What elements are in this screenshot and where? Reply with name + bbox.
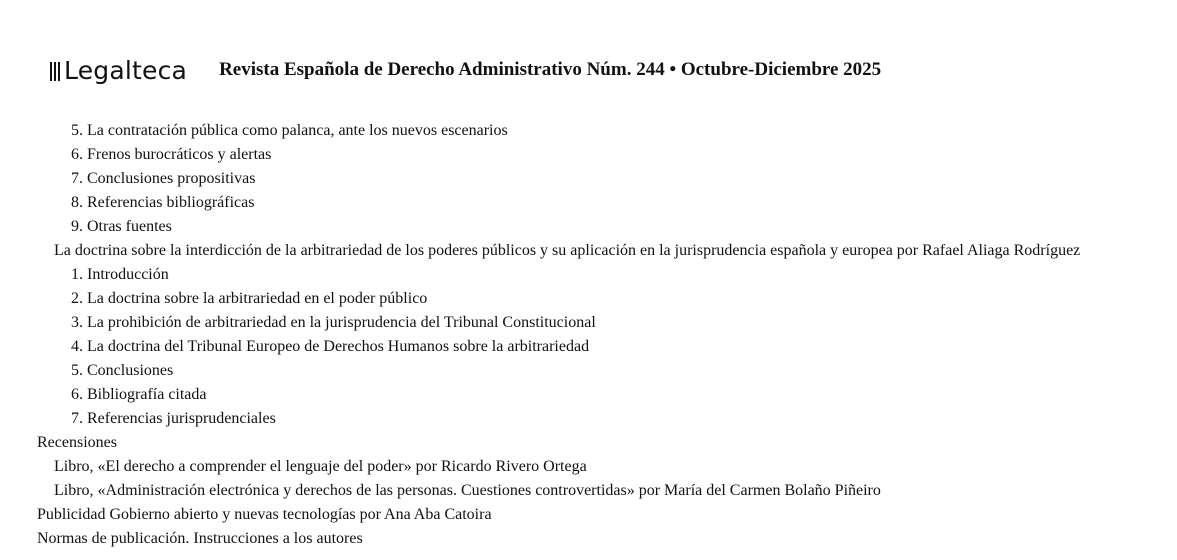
page-header [50,50,881,90]
toc-subentry[interactable]: 5. La contratación pública como palanca, ante los nuevos escenarios [71,122,508,139]
toc-subentry[interactable]: 5. Conclusiones [71,362,174,379]
toc-subentry[interactable]: 6. Frenos burocráticos y alertas [71,146,272,163]
toc-subentry[interactable]: 2. La doctrina sobre la arbitrariedad en el poder público [71,290,428,307]
toc-subentry[interactable]: 1. Introducción [71,266,169,283]
toc-subentry[interactable]: 3. La prohibición de arbitrariedad en la jurisprudencia del Tribunal Constitucional [71,314,596,331]
toc-subentry[interactable]: 7. Conclusiones propositivas [71,170,256,187]
toc-entry[interactable]: La doctrina sobre la interdicción de la arbitrariedad de los poderes públicos y su aplicación en la jurisprudencia española y europea por Rafael Aliaga Rodríguez [54,242,1081,259]
toc-entry[interactable]: Libro, «Administración electrónica y derechos de las personas. Cuestiones controvertidas» por María del Carmen Bolaño Piñeiro [54,482,881,499]
toc-entry[interactable]: Libro, «El derecho a comprender el lenguaje del poder» por Ricardo Rivero Ortega [54,458,587,475]
toc-subentry[interactable]: 7. Referencias jurisprudenciales [71,410,276,427]
logo-text: Legalteca [64,55,188,85]
toc-subentry[interactable]: 8. Referencias bibliográficas [71,194,255,211]
toc-subentry[interactable]: 4. La doctrina del Tribunal Europeo de Derechos Humanos sobre la arbitrariedad [71,338,590,355]
toc-subentry[interactable]: 9. Otras fuentes [71,218,172,235]
table-of-contents [0,119,1177,551]
toc-section[interactable]: Publicidad Gobierno abierto y nuevas tecnologías por Ana Aba Catoira [37,506,492,523]
logo-bars-icon [50,59,62,81]
toc-subentry[interactable]: 6. Bibliografía citada [71,386,207,403]
toc-section[interactable]: Recensiones [37,434,117,451]
journal-title: Revista Española de Derecho Administrativo Núm. 244 • Octubre-Diciembre 2025 [219,59,882,80]
toc-section[interactable]: Normas de publicación. Instrucciones a los autores [37,530,363,547]
legalteca-logo[interactable] [50,56,187,85]
